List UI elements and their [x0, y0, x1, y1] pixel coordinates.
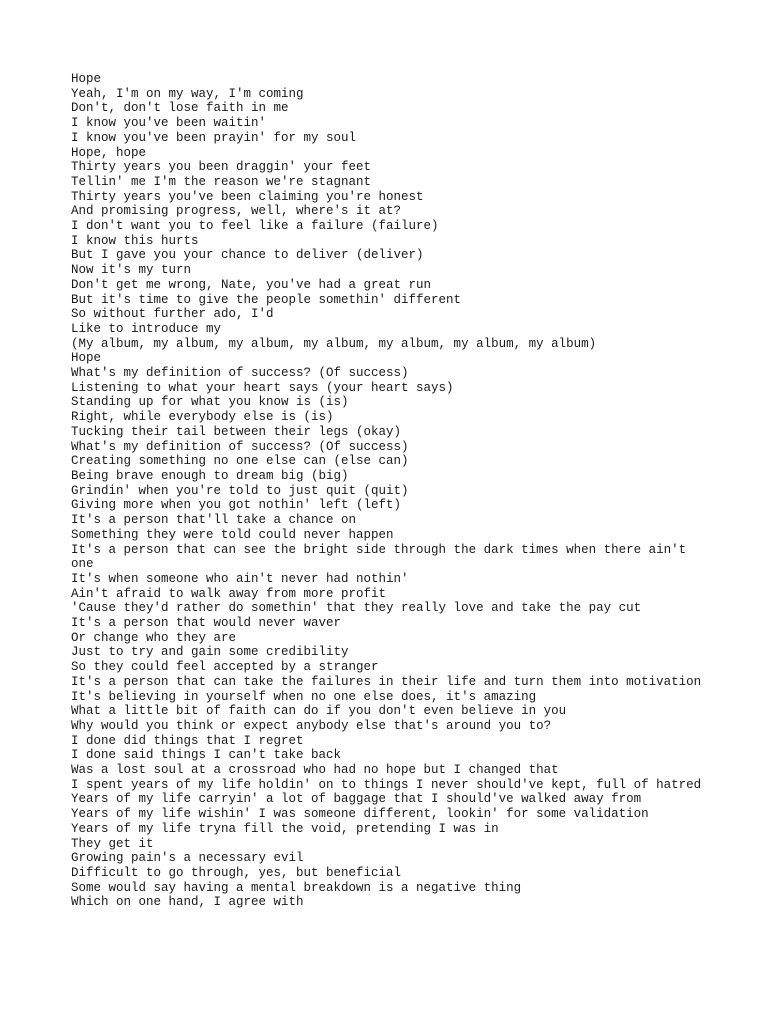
lyric-line: I know you've been waitin' — [71, 116, 267, 131]
lyric-line: Don't, don't lose faith in me — [71, 101, 289, 116]
lyric-line: Years of my life carryin' a lot of baggage that I should've walked away from — [71, 792, 642, 807]
lyric-line: Right, while everybody else is (is) — [71, 410, 334, 425]
lyric-line: And promising progress, well, where's it at? — [71, 204, 402, 219]
lyric-line: Thirty years you've been claiming you're honest — [71, 189, 424, 204]
lyric-line: But it's time to give the people somethin' different — [71, 292, 462, 307]
lyric-line: I know this hurts — [71, 233, 199, 248]
lyric-line: Standing up for what you know is (is) — [71, 395, 349, 410]
lyric-line: They get it — [71, 836, 154, 851]
lyric-line: I don't want you to feel like a failure (failure) — [71, 219, 439, 234]
lyric-line: Was a lost soul at a crossroad who had no hope but I changed that — [71, 763, 559, 778]
lyric-line: (My album, my album, my album, my album, my album, my album, my album) — [71, 336, 597, 351]
lyric-line: Hope, hope — [71, 145, 147, 160]
lyric-line: Ain't afraid to walk away from more profit — [71, 586, 387, 601]
lyric-line: It's a person that can take the failures in their life and turn them into motivation — [71, 674, 702, 689]
lyric-line: Which on one hand, I agree with — [71, 895, 304, 910]
lyric-line: Years of my life wishin' I was someone different, lookin' for some validation — [71, 807, 649, 822]
lyric-line: Thirty years you been draggin' your feet — [71, 160, 372, 175]
lyric-line: Being brave enough to dream big (big) — [71, 468, 349, 483]
lyric-line: 'Cause they'd rather do somethin' that they really love and take the pay cut — [71, 601, 642, 616]
lyric-line: What a little bit of faith can do if you don't even believe in you — [71, 704, 567, 719]
lyric-line: Or change who they are — [71, 630, 237, 645]
lyric-line: So they could feel accepted by a stranger — [71, 660, 379, 675]
lyrics-text — [71, 72, 711, 910]
lyric-line: Listening to what your heart says (your heart says) — [71, 380, 454, 395]
lyric-line: Years of my life tryna fill the void, pretending I was in — [71, 821, 499, 836]
lyric-line: Hope — [71, 351, 102, 366]
lyric-line: Just to try and gain some credibility — [71, 645, 349, 660]
lyric-line: Tellin' me I'm the reason we're stagnant — [71, 174, 372, 189]
lyric-line: Growing pain's a necessary evil — [71, 851, 304, 866]
lyric-line: It's a person that would never waver — [71, 616, 342, 631]
lyric-line: So without further ado, I'd — [71, 307, 274, 322]
lyric-line: Something they were told could never happen — [71, 527, 394, 542]
lyric-line: Yeah, I'm on my way, I'm coming — [71, 86, 304, 101]
lyric-line: Grindin' when you're told to just quit (quit) — [71, 483, 409, 498]
lyric-line: Creating something no one else can (else can) — [71, 454, 409, 469]
lyric-line: Tucking their tail between their legs (okay) — [71, 424, 402, 439]
lyric-line: I spent years of my life holdin' on to things I never should've kept, full of hatred — [71, 777, 702, 792]
lyric-line: Giving more when you got nothin' left (left) — [71, 498, 402, 513]
lyric-line: Don't get me wrong, Nate, you've had a great run — [71, 277, 432, 292]
lyric-line: But I gave you your chance to deliver (deliver) — [71, 248, 424, 263]
lyric-line: Difficult to go through, yes, but beneficial — [71, 865, 402, 880]
lyric-line: It's believing in yourself when no one else does, it's amazing — [71, 689, 537, 704]
lyric-line: I done said things I can't take back — [71, 748, 342, 763]
lyric-line: I know you've been prayin' for my soul — [71, 130, 357, 145]
lyric-line: What's my definition of success? (Of success) — [71, 366, 409, 381]
lyric-line: What's my definition of success? (Of success) — [71, 439, 409, 454]
lyric-line: Hope — [71, 72, 102, 86]
lyric-line: Why would you think or expect anybody else that's around you to? — [71, 718, 552, 733]
lyric-line: Some would say having a mental breakdown is a negative thing — [71, 880, 522, 895]
lyric-line: It's a person that can see the bright side through the dark times when there ain't one — [71, 542, 694, 572]
lyric-line: It's when someone who ain't never had nothin' — [71, 571, 409, 586]
lyric-line: Now it's my turn — [71, 263, 192, 278]
lyric-line: I done did things that I regret — [71, 733, 304, 748]
lyric-line: It's a person that'll take a chance on — [71, 513, 357, 528]
lyric-line: Like to introduce my — [71, 321, 222, 336]
